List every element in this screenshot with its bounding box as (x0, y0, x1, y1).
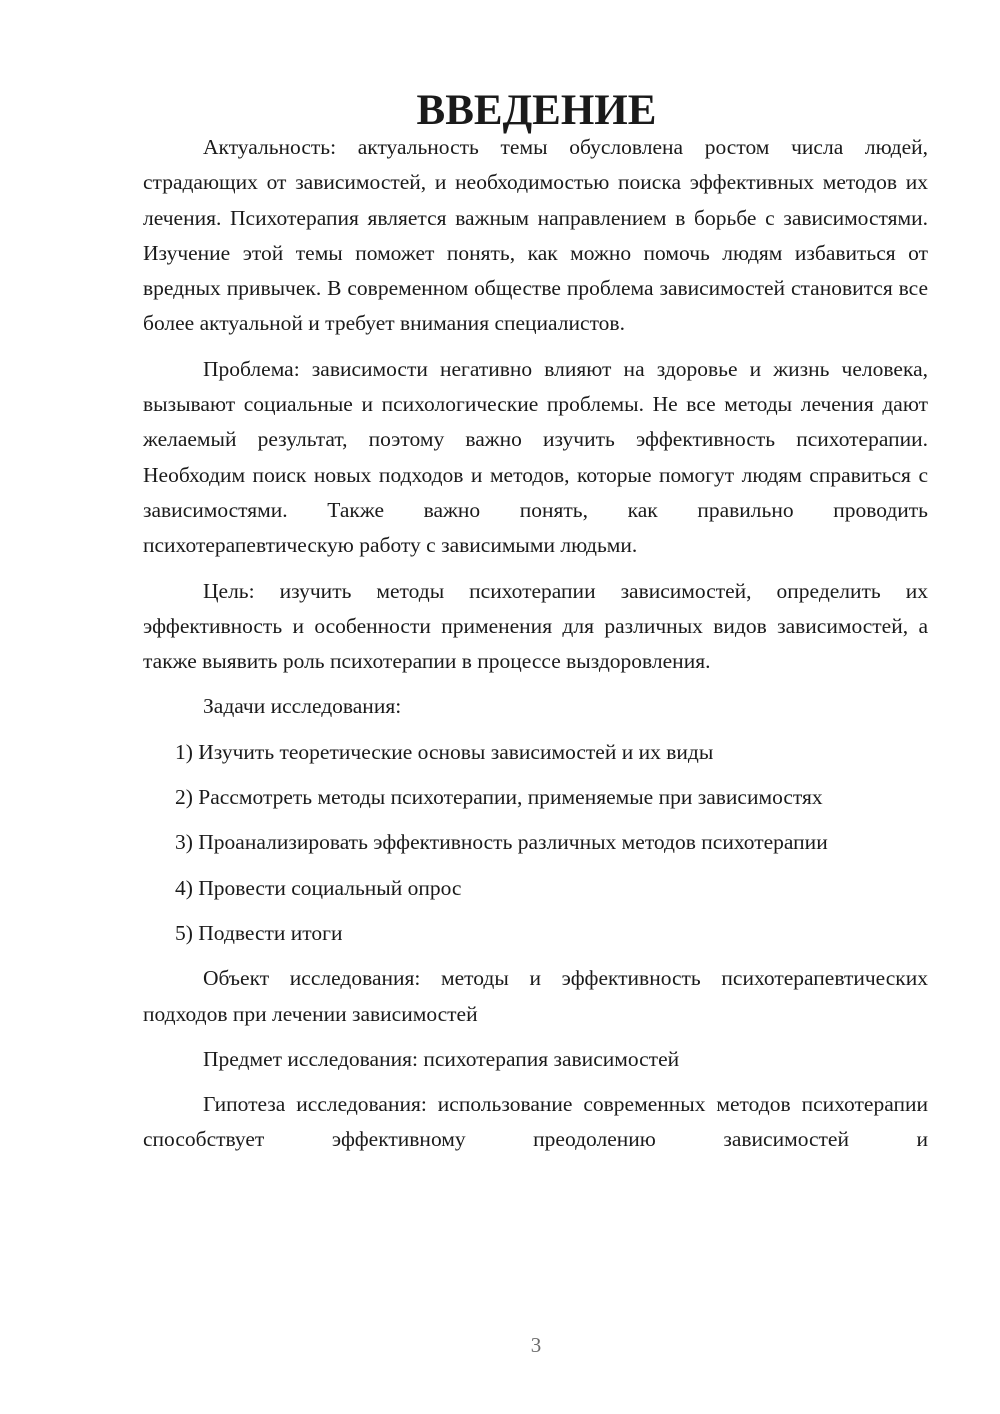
page-number: 3 (530, 1333, 542, 1357)
task-item-5: 5) Подвести итоги (175, 920, 343, 945)
paragraph-object: Объект исследования: методы и эффективность психотерапевтических подходов при лечении зависимостей (143, 966, 928, 1026)
paragraph-hypothesis: Гипотеза исследования: использование современных методов психотерапии способствует эффективному преодолению зависимостей и (143, 1092, 928, 1152)
task-item-3: 3) Проанализировать эффективность различных методов психотерапии (175, 830, 828, 855)
page-content (143, 87, 928, 1168)
paragraph-goal: Цель: изучить методы психотерапии зависимостей, определить их эффективность и особенности применения для различных видов зависимостей, а также выявить роль психотерапии в процессе выздоровления. (143, 578, 928, 674)
task-item-2: 2) Рассмотреть методы психотерапии, применяемые при зависимостях (175, 785, 823, 810)
task-item-1: 1) Изучить теоретические основы зависимостей и их виды (175, 739, 714, 764)
paragraph-problem: Проблема: зависимости негативно влияют на здоровье и жизнь человека, вызывают социальные и психологические проблемы. Не все методы лечения дают желаемый результат, поэтому важно изучить эффективность психотерапии. Необходим поиск новых подходов и методов, которые помогут людям справиться с зависимостями. Также важно понять, как правильно проводить психотерапевтическую работу с зависимыми людьми. (143, 356, 928, 558)
section-title: ВВЕДЕНИЕ (416, 87, 657, 134)
paragraph-relevance: Актуальность: актуальность темы обусловлена ростом числа людей, страдающих от зависимостей, и необходимостью поиска эффективных методов их лечения. Психотерапия является важным направлением в борьбе с зависимостями. Изучение этой темы поможет понять, как можно помочь людям избавиться от вредных привычек. В современном обществе проблема зависимостей становится все более актуальной и требует внимания специалистов. (143, 135, 928, 336)
paragraph-tasks-heading: Задачи исследования: (203, 694, 402, 719)
paragraph-subject: Предмет исследования: психотерапия зависимостей (203, 1046, 680, 1071)
task-item-4: 4) Провести социальный опрос (175, 875, 462, 900)
